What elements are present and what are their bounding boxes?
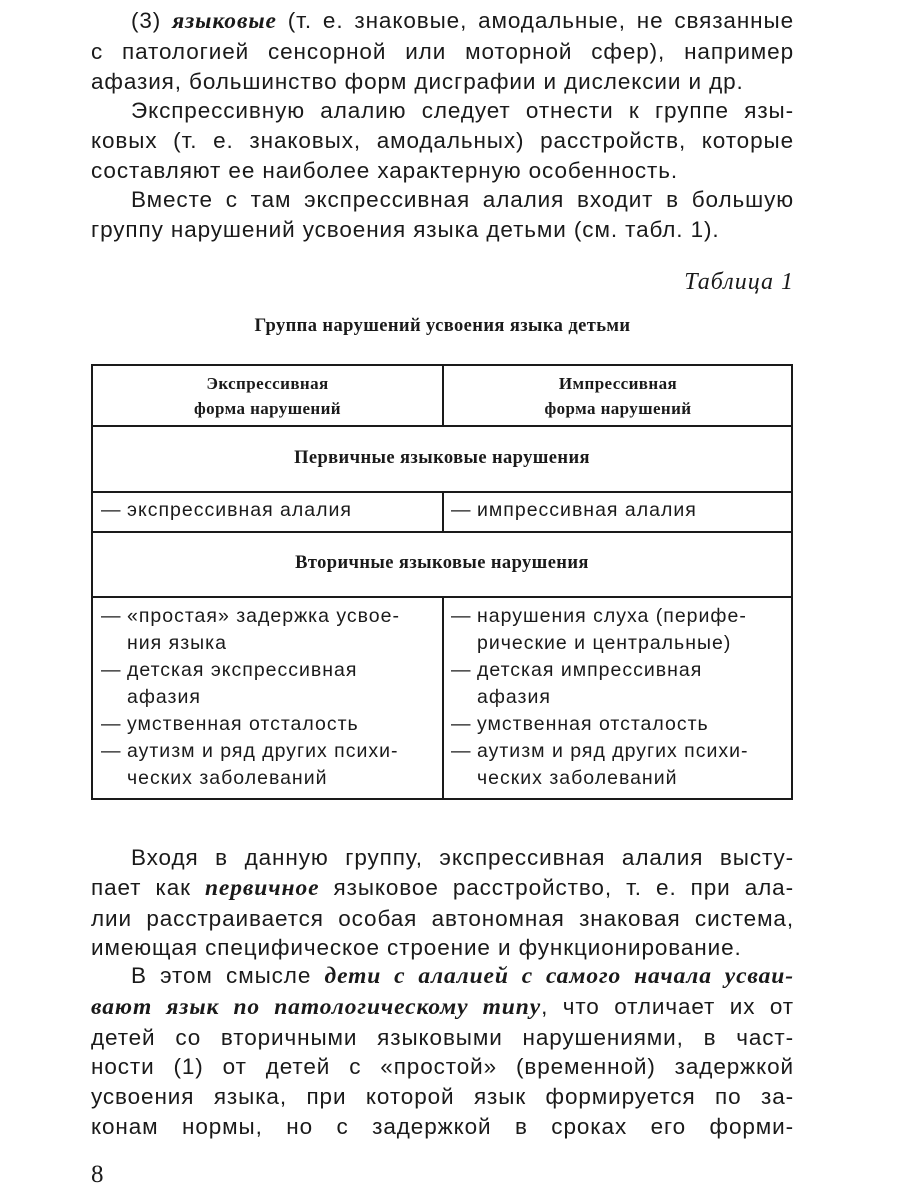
- secondary-expressive-cell: [97, 603, 437, 792]
- column-header-expressive: Экспрессивная форма нарушений: [194, 374, 341, 418]
- emphasis-term: языковые: [172, 8, 277, 34]
- paragraph-line: ности (1) от детей с «простой» (временной) задержкой: [91, 1054, 794, 1080]
- paragraph-line: составляют ее наиболее характерную особенность.: [91, 157, 679, 183]
- paragraph-line: Экспрессивную алалию следует отнести к группе язы-: [131, 98, 794, 123]
- paragraph-line: группу нарушений усвоения языка детьми (см. табл. 1).: [91, 216, 720, 242]
- paragraph-line: детей со вторичными языковыми нарушениями, в част-: [91, 1024, 794, 1050]
- list-item: — детская экспрессивная афазия: [97, 657, 437, 711]
- list-item: — умственная отсталость: [97, 711, 437, 738]
- paragraph-1: [91, 6, 794, 96]
- column-header-impressive: Импрессивная форма нарушений: [544, 374, 692, 418]
- column-divider: [442, 596, 444, 800]
- section-primary-header: Первичные языковые нарушения: [294, 448, 590, 468]
- emphasis-phrase: вают язык по патологическому типу: [91, 993, 542, 1020]
- disorders-table: [91, 364, 793, 800]
- column-divider: [442, 491, 444, 531]
- paragraph-line: афазия, большинство форм дисграфии и дислексии и др.: [91, 68, 744, 94]
- paragraph-line: (3) языковые (т. е. знаковые, амодальные, не связанные: [131, 8, 794, 34]
- list-item: — детская импрессивная афазия: [447, 657, 791, 711]
- list-item: — импрессивная алалия: [447, 497, 791, 524]
- list-item: — умственная отсталость: [447, 711, 791, 738]
- paragraph-2: [91, 96, 794, 185]
- table-caption: Таблица 1: [684, 269, 794, 295]
- list-item: — экспрессивная алалия: [97, 497, 437, 524]
- page-number: 8: [91, 1161, 104, 1188]
- list-item: — аутизм и ряд других психи- ческих заболеваний: [97, 738, 437, 792]
- paragraph-4: [91, 843, 794, 963]
- paragraph-line: ковых (т. е. знаковых, амодальных) расстройств, которые: [91, 127, 794, 153]
- paragraph-line: усвоения языка, при которой язык формируется по за-: [91, 1084, 794, 1110]
- table-title: Группа нарушений усвоения языка детьми: [254, 316, 631, 336]
- emphasis-phrase: дети с алалией с самого начала усваи-: [324, 963, 794, 989]
- paragraph-line: имеющая специфическое строение и функционирование.: [91, 935, 742, 961]
- secondary-impressive-cell: [447, 603, 791, 792]
- paragraph-5: [91, 961, 794, 1142]
- paragraph-line: пает как первичное языковое расстройство, т. е. при ала-: [91, 874, 794, 901]
- row-divider: [93, 531, 791, 533]
- paragraph-3: [91, 185, 794, 245]
- list-item: — «простая» задержка усвое- ния языка: [97, 603, 437, 657]
- section-secondary-header: Вторичные языковые нарушения: [295, 553, 589, 573]
- primary-impressive-cell: [447, 497, 791, 524]
- list-item: — нарушения слуха (перифе- рические и центральные): [447, 603, 791, 657]
- row-divider: [93, 425, 791, 427]
- paragraph-line: Входя в данную группу, экспрессивная алалия высту-: [131, 845, 794, 870]
- paragraph-line: лии расстраивается особая автономная знаковая система,: [91, 905, 794, 931]
- paragraph-line: конам нормы, но с задержкой в сроках его форми-: [91, 1113, 794, 1139]
- paragraph-line: вают язык по патологическому типу, что отличает их от: [91, 993, 794, 1020]
- primary-expressive-cell: [97, 497, 437, 524]
- paragraph-line: с патологией сенсорной или моторной сфер), например: [91, 38, 794, 64]
- emphasis-term: первичное: [204, 874, 320, 901]
- paragraph-line: В этом смысле дети с алалией с самого начала усваи-: [131, 963, 794, 989]
- list-item: — аутизм и ряд других психи- ческих заболеваний: [447, 738, 791, 792]
- paragraph-line: Вместе с там экспрессивная алалия входит в большую: [131, 187, 794, 212]
